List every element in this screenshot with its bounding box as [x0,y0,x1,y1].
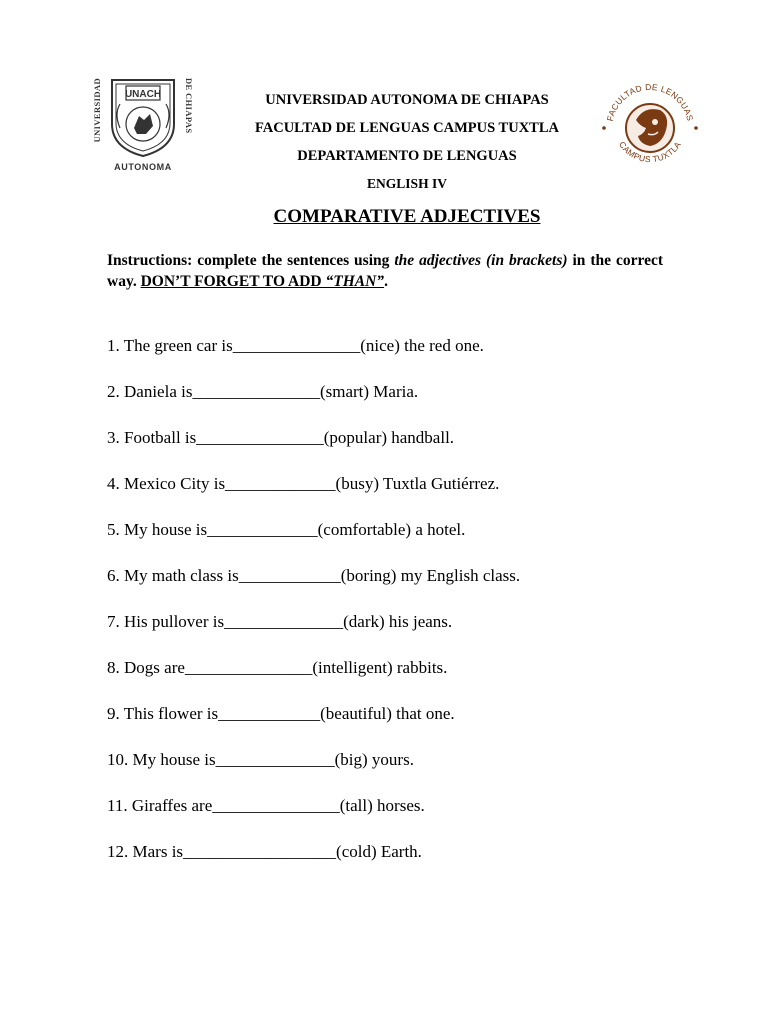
worksheet-title: COMPARATIVE ADJECTIVES [273,206,541,227]
logo-side-text-right: DE CHIAPAS [184,78,194,134]
course-name: ENGLISH IV [367,176,447,191]
mayan-head-emblem-icon [600,76,700,176]
instructions-emphasis: the adjectives (in brackets) [394,252,568,269]
exercise-item: 6. My math class is____________(boring) my English class. [107,566,521,585]
exercise-item: 12. Mars is__________________(cold) Earth. [107,842,422,861]
exercise-item: 1. The green car is_______________(nice) the red one. [107,336,484,355]
exercise-item: 11. Giraffes are_______________(tall) horses. [107,796,425,815]
exercise-item: 9. This flower is____________(beautiful) that one. [107,704,455,723]
exercise-item: 3. Football is_______________(popular) handball. [107,428,455,447]
instructions-period: . [384,273,388,290]
university-name: UNIVERSIDAD AUTONOMA DE CHIAPAS [265,92,549,108]
instructions-text-2: in the correct way. [107,252,664,290]
logo-arc-top-text: FACULTAD DE LENGUAS [604,81,696,123]
instructions-reminder [141,273,384,290]
logo-bottom-text: AUTONOMA [114,162,172,172]
exercise-item: 4. Mexico City is_____________(busy) Tuxtla Gutiérrez. [107,474,500,493]
exercise-item: 7. His pullover is______________(dark) his jeans. [107,612,453,631]
exercise-item: 2. Daniela is_______________(smart) Maria. [107,382,419,401]
department-name: DEPARTAMENTO DE LENGUAS [297,148,517,164]
logo-emblem-text: UNACH [124,89,162,100]
facultad-lenguas-logo [600,76,700,176]
exercise-item: 5. My house is_____________(comfortable) a hotel. [107,520,466,539]
instructions-text: Instructions: complete the sentences using [107,252,395,269]
logo-side-text-left: UNIVERSIDAD [92,78,102,143]
exercise-item: 8. Dogs are_______________(intelligent) rabbits. [107,658,448,677]
instructions [107,250,663,292]
faculty-name: FACULTAD DE LENGUAS CAMPUS TUXTLA [254,120,559,136]
reminder-text: DON’T FORGET TO ADD [140,273,326,290]
unach-emblem-icon [106,74,180,158]
logo-arc-bottom-text: CAMPUS TUXTLA [617,139,683,165]
exercise-item: 10. My house is______________(big) yours. [107,750,414,769]
reminder-than: “THAN” [325,273,385,290]
unach-logo [92,72,194,174]
